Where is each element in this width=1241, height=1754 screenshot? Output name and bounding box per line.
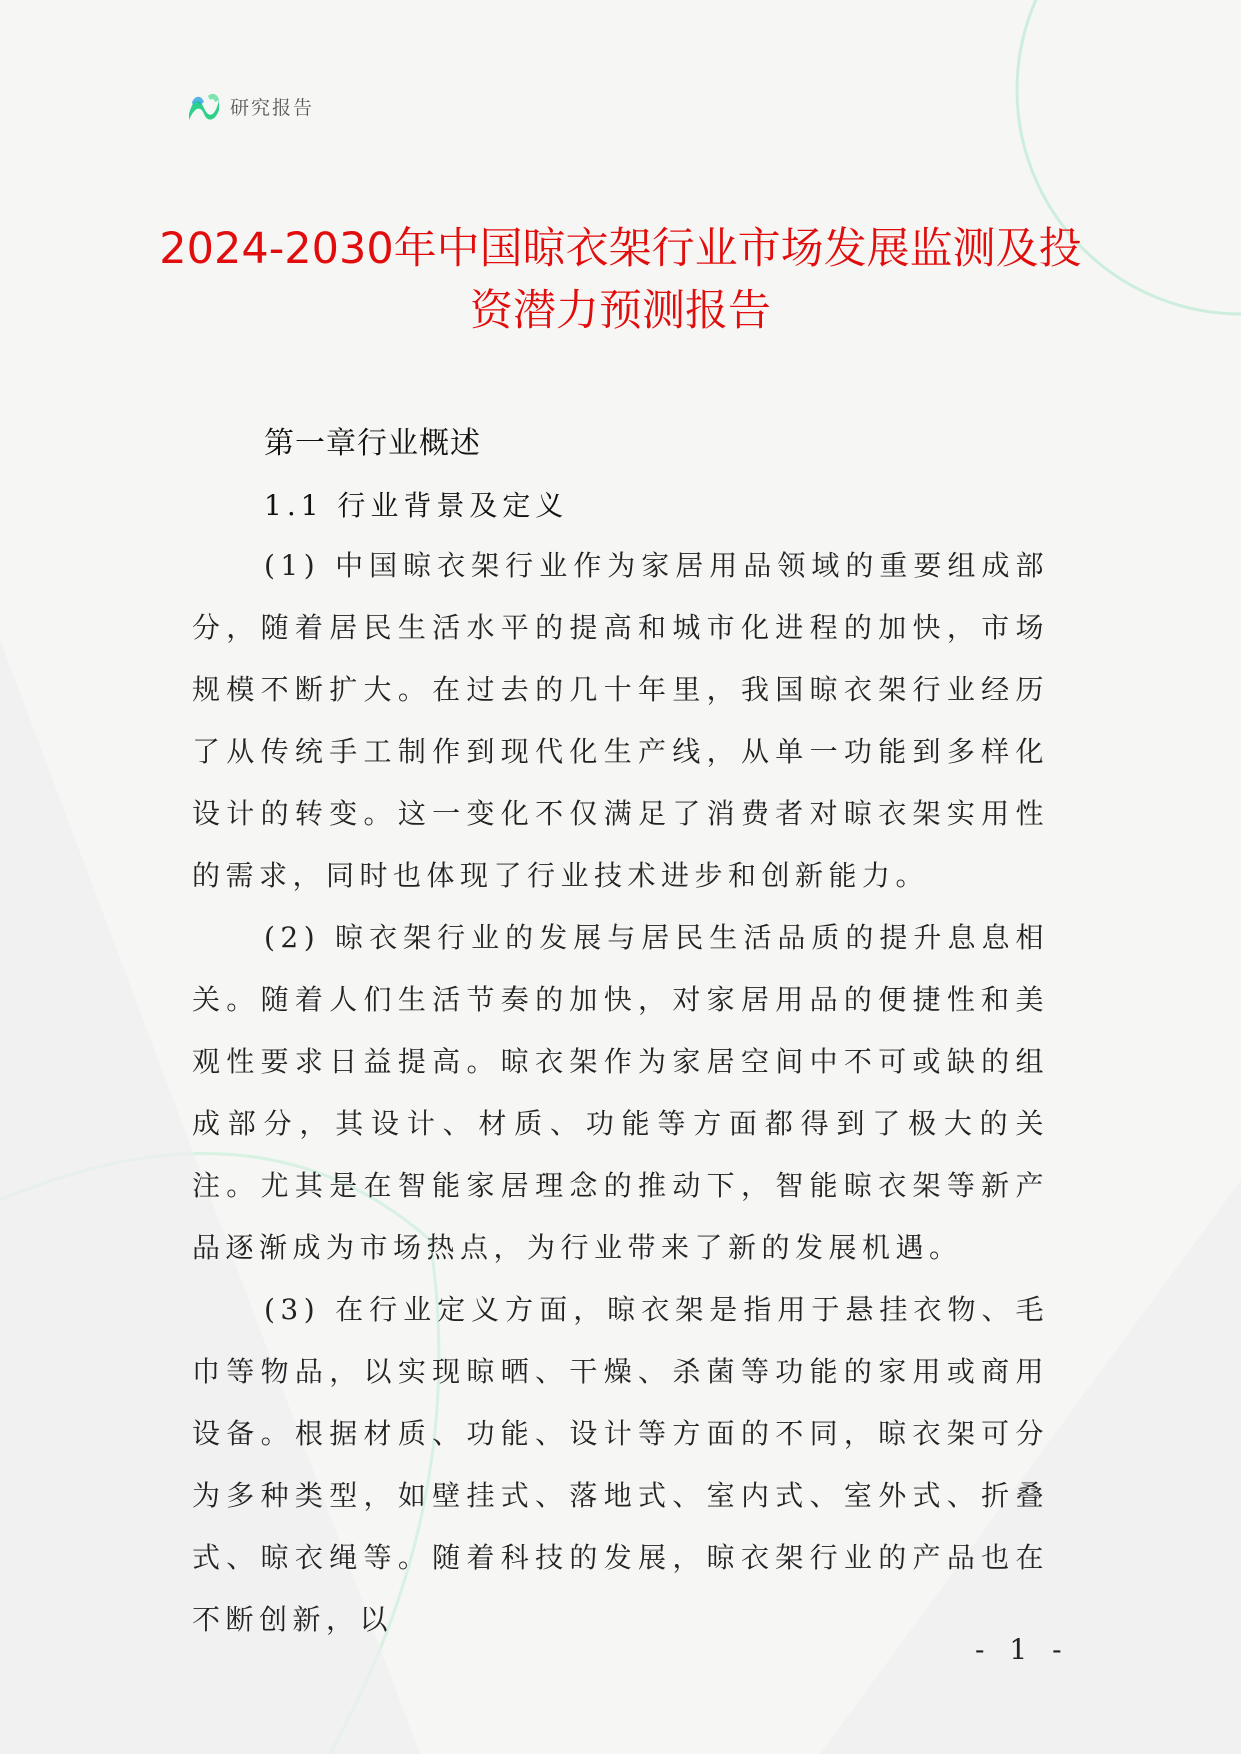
paragraph-3: (3) 在行业定义方面，晾衣架是指用于悬挂衣物、毛巾等物品，以实现晾晒、干燥、杀菌等功能的家用或商用设备。根据材质、功能、设计等方面的不同，晾衣架可分为多种类型，如壁挂式、落地式、室内式、室外式、折叠式、晾衣绳等。随着科技的发展，晾衣架行业的产品也在不断创新，以 [192, 1293, 1049, 1636]
report-header [186, 88, 314, 124]
paragraph-2: (2) 晾衣架行业的发展与居民生活品质的提升息息相关。随着人们生活节奏的加快，对家居用品的便捷性和美观性要求日益提高。晾衣架作为家居空间中不可或缺的组成部分，其设计、材质、功能等方面都得到了极大的关注。尤其是在智能家居理念的推动下，智能晾衣架等新产品逐渐成为市场热点，为行业带来了新的发展机遇。 [192, 921, 1049, 1264]
header-label: 研究报告 [230, 96, 315, 119]
chapter-heading: 第一章行业概述 [264, 426, 481, 461]
report-title: 2024-2030年中国晾衣架行业市场发展监测及投资潜力预测报告 [159, 224, 1082, 336]
section-heading: 1.1 行业背景及定义 [264, 489, 569, 522]
brand-logo-icon [186, 88, 222, 124]
body-text [192, 535, 1049, 1651]
paragraph-1: (1) 中国晾衣架行业作为家居用品领域的重要组成部分，随着居民生活水平的提高和城市化进程的加快，市场规模不断扩大。在过去的几十年里，我国晾衣架行业经历了从传统手工制作到现代化生产线，从单一功能到多样化设计的转变。这一变化不仅满足了消费者对晾衣架实用性的需求，同时也体现了行业技术进步和创新能力。 [192, 549, 1049, 892]
page-number: - 1 - [975, 1633, 1070, 1666]
